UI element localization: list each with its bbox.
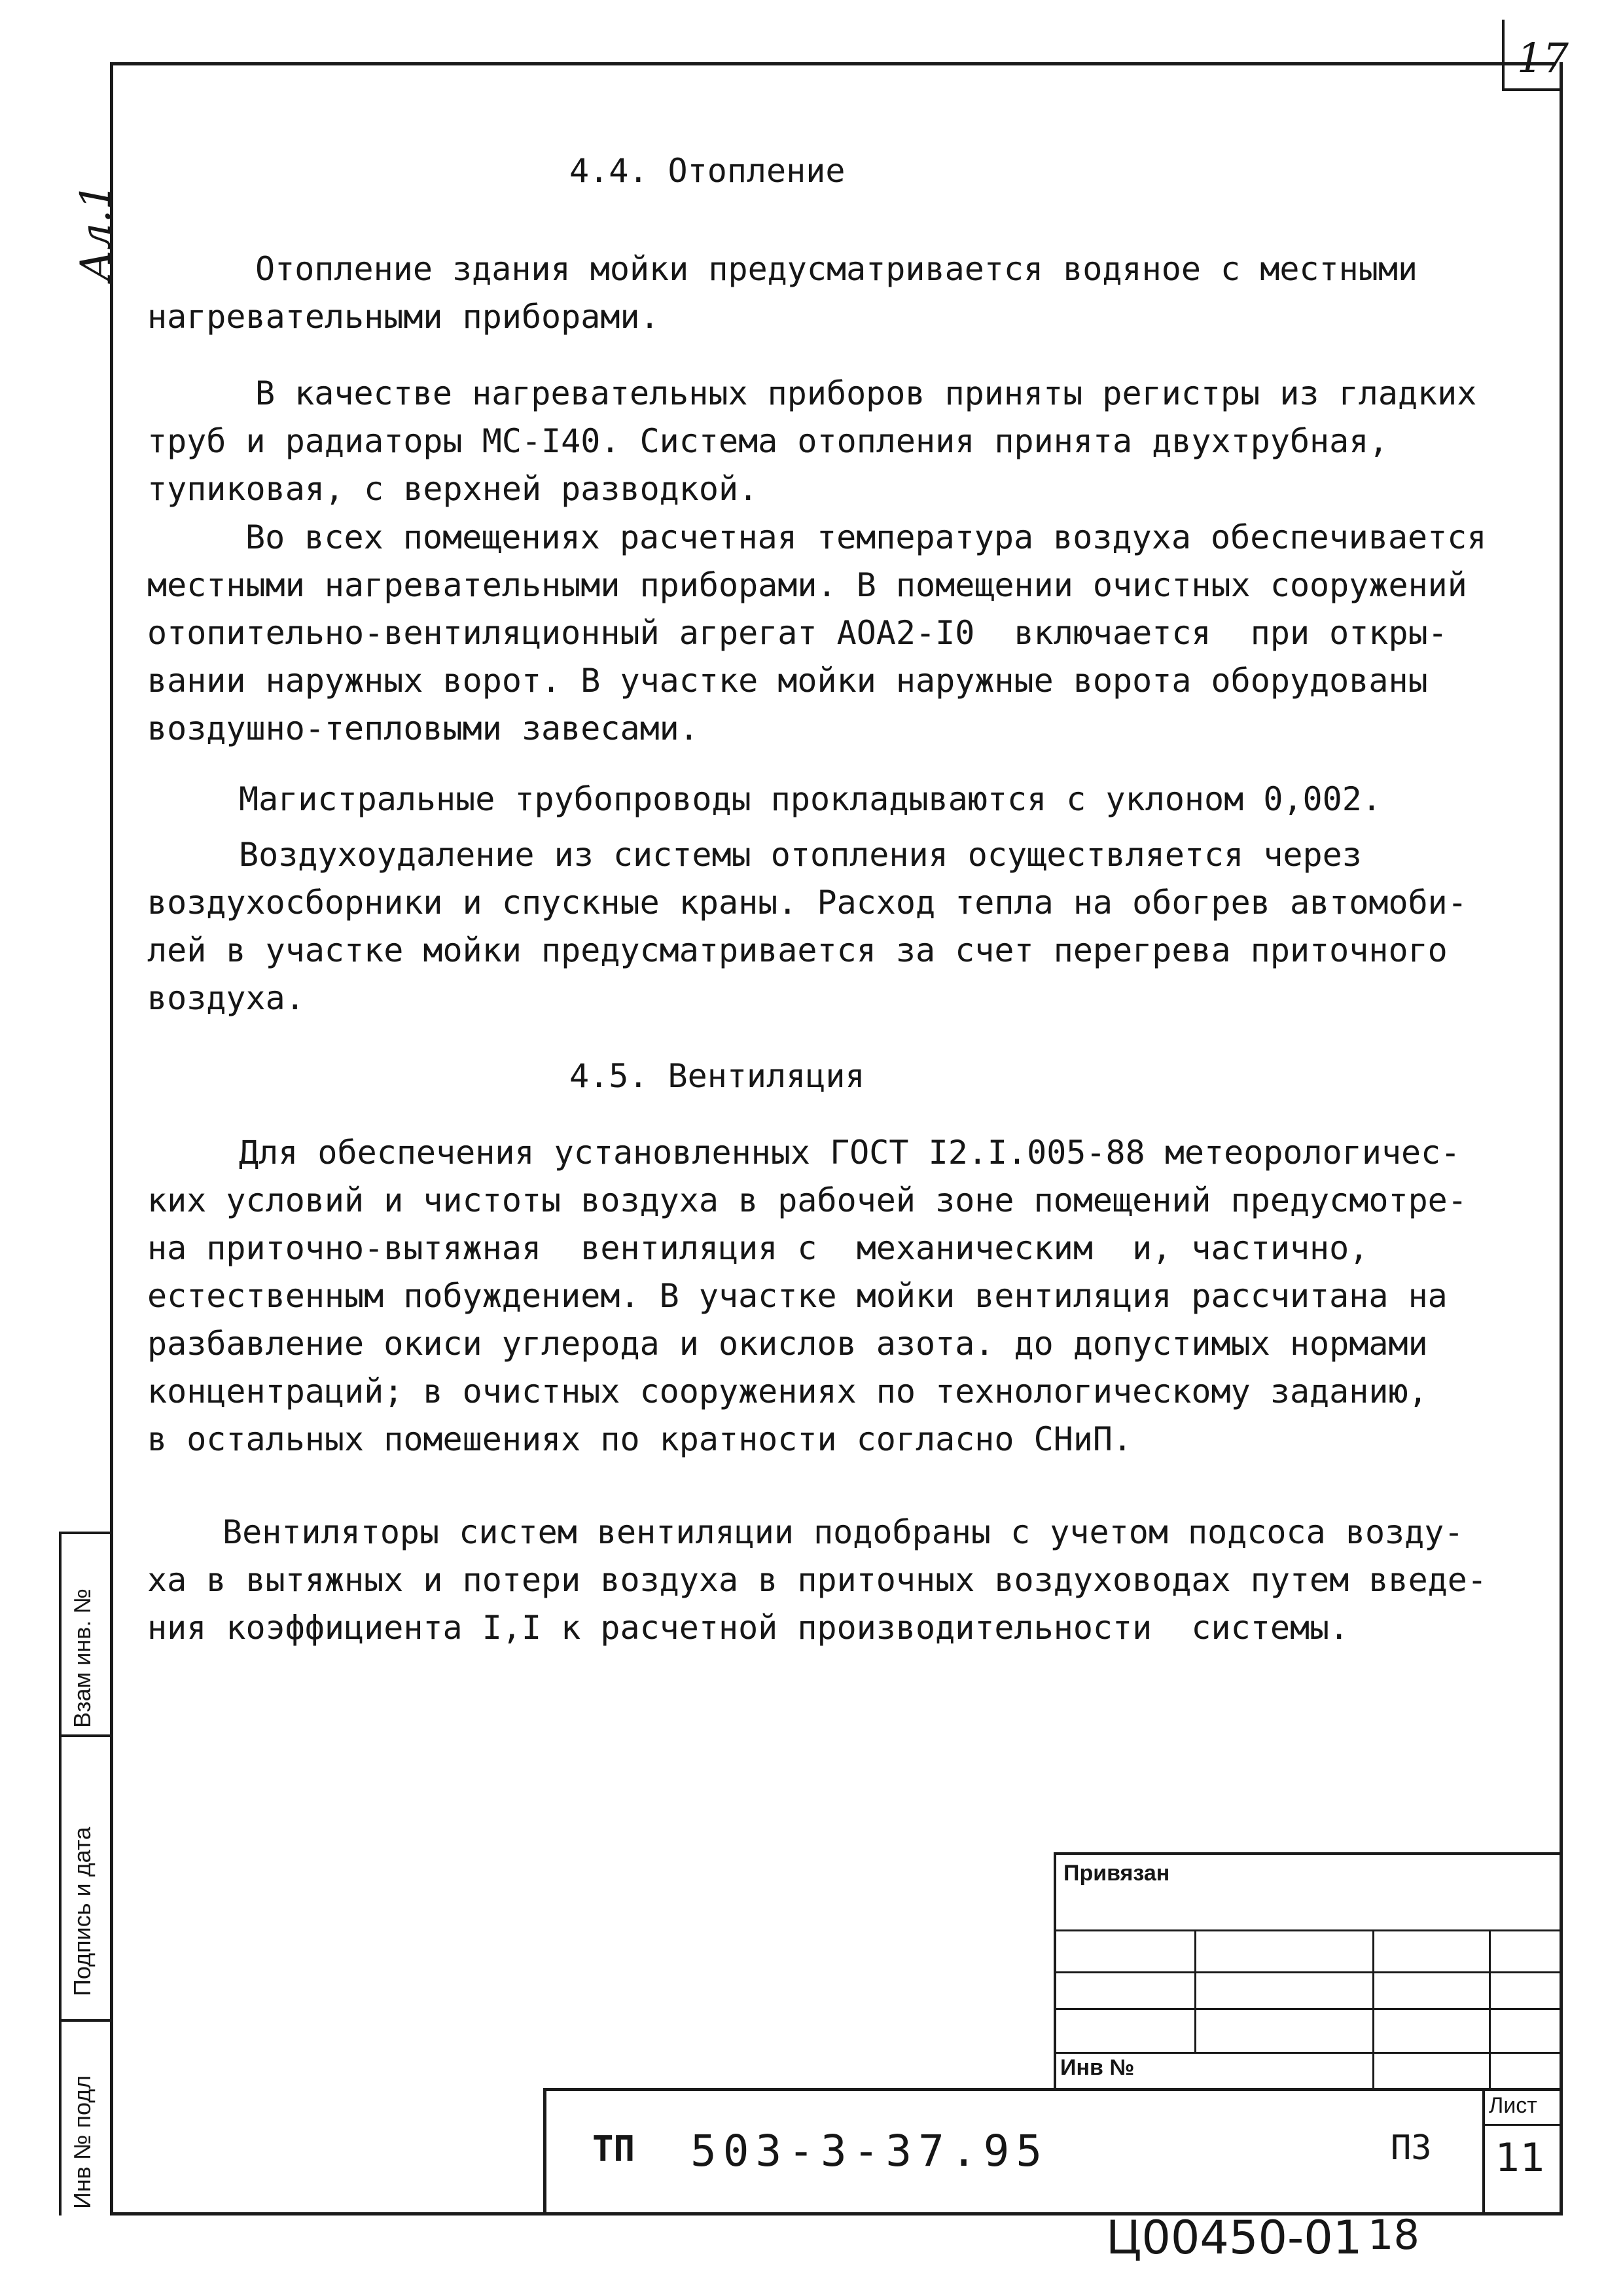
text-line: лей в участке мойки предусматривается за счет перегрева приточного (147, 931, 1448, 969)
tb-grid-line (1372, 1929, 1374, 2088)
tb-main-left (543, 2088, 546, 2215)
text-line: вании наружных ворот. В участке мойки наружные ворота оборудованы (147, 662, 1428, 700)
text-line: Вентиляторы систем вентиляции подобраны с учетом подсоса возду- (223, 1513, 1464, 1551)
paragraph (147, 831, 1522, 1022)
text-line: воздухосборники и спускные краны. Расход тепла на обогрев автомоби- (147, 884, 1467, 922)
paragraph (147, 370, 1522, 513)
frame-top (110, 62, 1556, 65)
text-line: ха в вытяжных и потери воздуха в приточных воздуховодах путем введе- (147, 1561, 1487, 1599)
section-heading-heating: 4.4. Отопление (569, 152, 846, 190)
paragraph (147, 776, 1522, 823)
frame-right (1560, 62, 1563, 2215)
paragraph (147, 1129, 1522, 1463)
paragraph (147, 514, 1522, 753)
margin-mark: Ал.1 (72, 183, 120, 281)
text-line: Воздухоудаление из системы отопления осуществляется через (239, 836, 1362, 874)
tb-grid-line (1054, 2052, 1563, 2054)
text-line: Для обеспечения установленных ГОСТ I2.I.005-88 метеорологичес- (239, 1134, 1461, 1172)
tb-grid-line (1489, 1929, 1491, 2088)
frame-top-inner (1502, 88, 1562, 91)
page-number: 17 (1517, 34, 1569, 82)
frame-pagenum-divider (1502, 20, 1505, 90)
tb-doc-prefix: ТП (592, 2128, 635, 2170)
text-line: Магистральные трубопроводы прокладываются с уклоном 0,002. (239, 780, 1382, 818)
footer-code: Ц00450-01 (1106, 2211, 1363, 2265)
stamp-strip-top (59, 1532, 111, 1534)
tb-list-divider (1482, 2088, 1485, 2215)
stamp-strip-divider (59, 2019, 111, 2022)
tb-list-divider-h (1482, 2124, 1563, 2126)
tb-grid-line (1194, 1929, 1196, 2054)
tb-grid-line (1054, 1929, 1563, 1931)
tb-grid-line (1054, 1971, 1563, 1973)
stamp-strip-left (59, 1532, 62, 2215)
stamp-label-vzam: Взам инв. № (69, 1588, 96, 1728)
paragraph (147, 1509, 1522, 1652)
text-line: тупиковая, с верхней разводкой. (147, 470, 758, 508)
tb-doc-type: ПЗ (1391, 2128, 1432, 2168)
text-line: Отопление здания мойки предусматривается водяное с местными (255, 250, 1418, 288)
text-line: воздуха. (147, 979, 305, 1017)
text-line: на приточно-вытяжная вентиляция с механическим и, частично, (147, 1229, 1369, 1267)
tb-privyazan: Привязан (1063, 1861, 1170, 1886)
stamp-label-podpis: Подпись и дата (69, 1827, 96, 1996)
text-line: воздушно-тепловыми завесами. (147, 709, 699, 747)
paragraph (147, 245, 1522, 341)
text-line: труб и радиаторы МС-I40. Система отопления принята двухтрубная, (147, 422, 1389, 460)
text-line: разбавление окиси углерода и окислов азота. до допустимых нормами (147, 1325, 1428, 1363)
text-line: естественным побуждением. В участке мойки вентиляция рассчитана на (147, 1277, 1448, 1315)
text-line: местными нагревательными приборами. В помещении очистных сооружений (147, 566, 1467, 604)
text-line: нагревательными приборами. (147, 298, 660, 336)
tb-list-label: Лист (1489, 2093, 1537, 2118)
tb-doc-number: 503-3-37.95 (690, 2126, 1049, 2176)
tb-inv-no: Инв № (1060, 2055, 1135, 2080)
text-line: В качестве нагревательных приборов приняты регистры из гладких (255, 374, 1477, 412)
stamp-label-inv-podl: Инв № подл (69, 2075, 96, 2209)
tb-list-value: 11 (1495, 2135, 1546, 2181)
text-line: отопительно-вентиляционный агрегат АОА2-I0 включается при откры- (147, 614, 1448, 652)
tb-grid-line (1054, 2008, 1563, 2010)
text-line: ких условий и чистоты воздуха в рабочей зоне помещений предусмотре- (147, 1181, 1467, 1219)
tb-grid-line (1054, 1852, 1563, 1855)
frame-left (110, 62, 113, 2215)
tb-main-top (543, 2088, 1563, 2091)
stamp-strip-divider (59, 1734, 111, 1737)
section-heading-ventilation: 4.5. Вентиляция (569, 1057, 865, 1095)
text-line: Во всех помещениях расчетная температура воздуха обеспечивается (245, 518, 1487, 556)
text-line: концентраций; в очистных сооружениях по технологическому заданию, (147, 1372, 1428, 1410)
footer-sheet: 18 (1368, 2211, 1419, 2259)
text-line: в остальных помешениях по кратности согласно СНиП. (147, 1420, 1133, 1458)
text-line: ния коэффициента I,I к расчетной производительности системы. (147, 1609, 1349, 1647)
